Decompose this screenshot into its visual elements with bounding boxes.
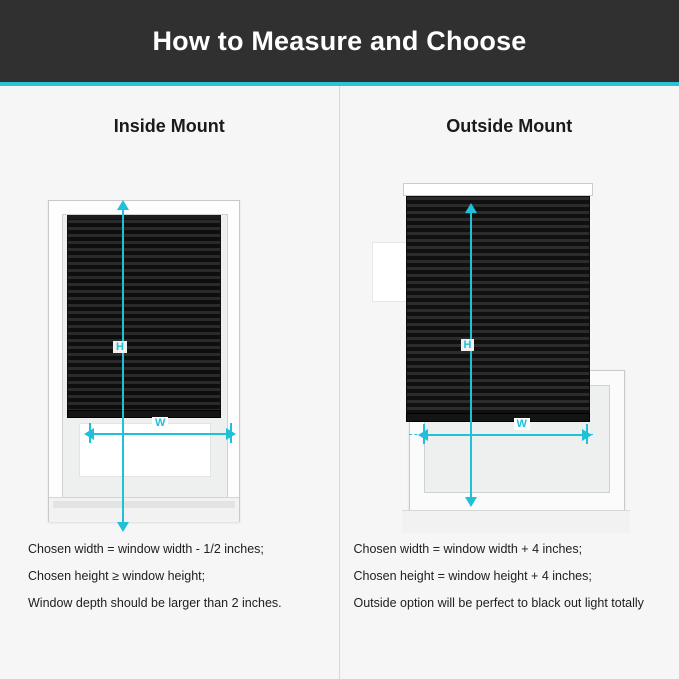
inside-height-line [122,208,124,526]
outside-mount-bottom-rail [406,413,590,422]
inside-mount-sill-shadow [53,501,235,508]
inside-width-line [92,433,228,435]
outside-width-cap-right [586,424,588,444]
outside-mount-window-sill [402,510,630,533]
inside-height-label: H [113,341,127,353]
inside-mount-glass [79,423,211,477]
outside-mount-notes [340,536,679,617]
inside-width-cap-right [230,423,232,443]
outside-height-line [470,211,472,501]
outside-width-cap-left [423,424,425,444]
outside-width-label: W [514,418,530,430]
inside-height-arrow-bottom [117,522,129,532]
outside-mount-headrail [403,183,593,196]
inside-mount-note-3: Window depth should be larger than 2 inches. [28,596,282,610]
outside-mount-title: Outside Mount [446,116,573,136]
outside-mount-note-2: Chosen height = window height + 4 inches; [353,569,592,583]
inside-width-cap-left [89,423,91,443]
outside-height-arrow-bottom [465,497,477,507]
inside-mount-blind-slats [67,219,221,413]
inside-mount-window-frame [48,200,240,522]
inside-mount-title: Inside Mount [113,116,225,136]
inside-mount-column [0,86,340,679]
inside-width-label: W [152,417,168,429]
columns-container [0,86,679,679]
outside-mount-note-3: Outside option will be perfect to black out light totally [353,596,644,610]
page-title: How to Measure and Choose [152,25,527,56]
inside-mount-note-1: Chosen width = window width - 1/2 inches; [28,542,264,556]
page-header [0,0,679,82]
outside-mount-note-1: Chosen width = window width + 4 inches; [353,542,583,556]
outside-width-line [426,434,584,436]
inside-mount-notes [0,536,339,617]
outside-mount-blind-slats [406,196,590,416]
inside-mount-bottom-rail [67,410,221,418]
outside-height-label: H [461,339,475,351]
outside-mount-column [340,86,679,679]
inside-mount-note-2: Chosen height ≥ window height; [28,569,206,583]
